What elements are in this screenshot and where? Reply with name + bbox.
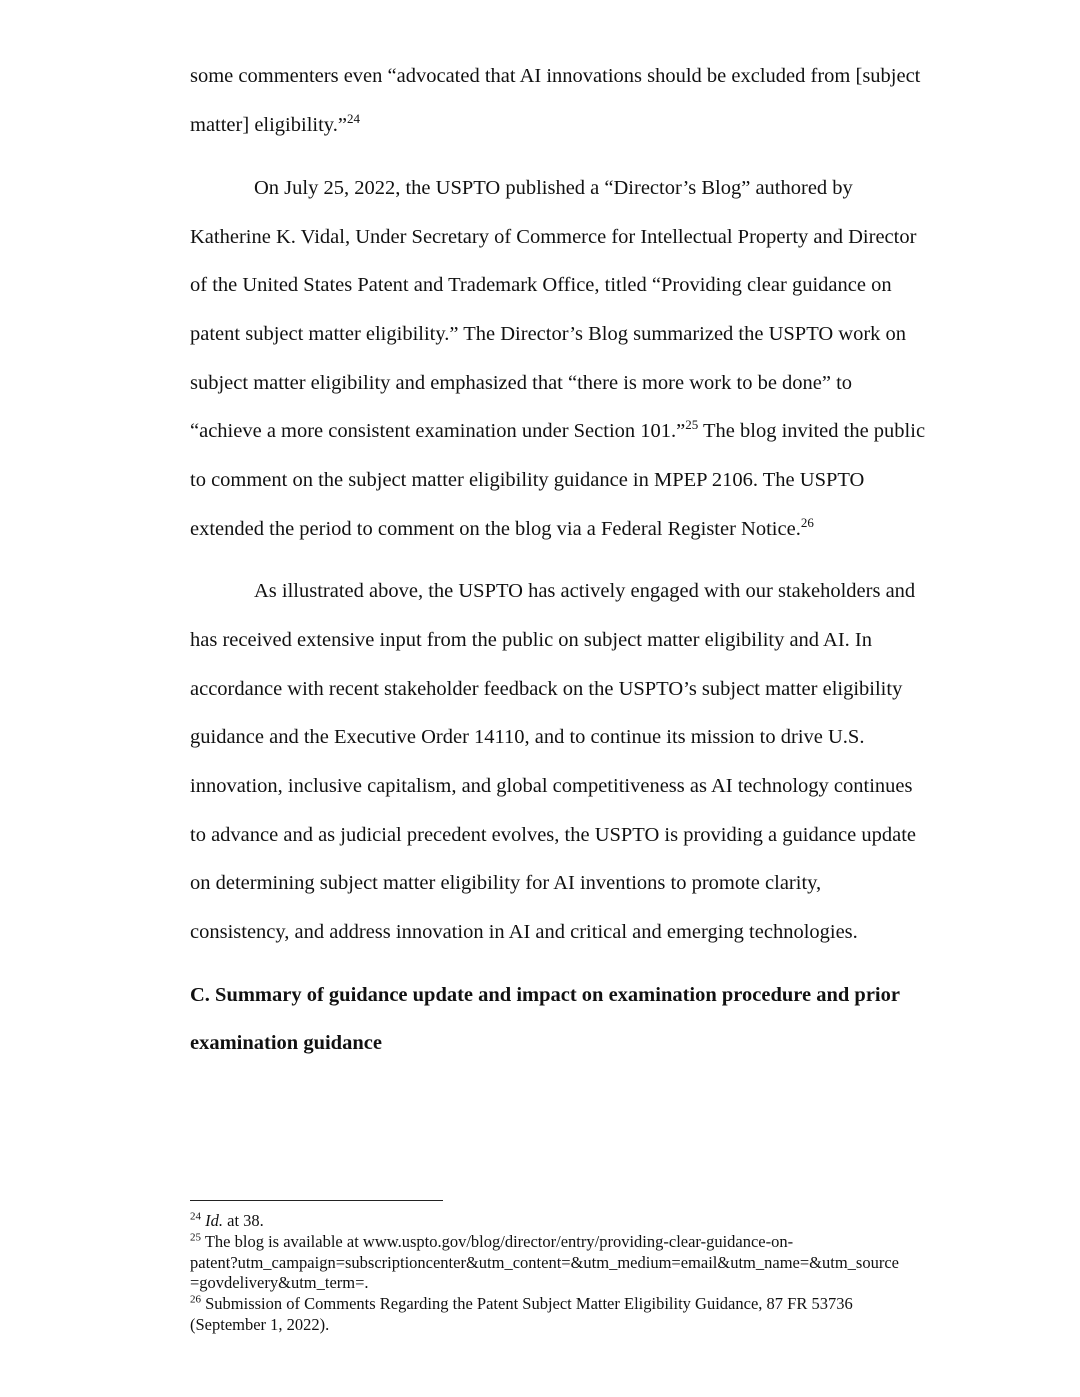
paragraph-3-line-3: accordance with recent stakeholder feedback on the USPTO’s subject matter eligibility — [190, 678, 903, 700]
paragraph-1-line-2 — [190, 113, 360, 137]
paragraph-3-line-8: consistency, and address innovation in AI and critical and emerging technologies. — [190, 921, 858, 943]
paragraph-2-line-1: On July 25, 2022, the USPTO published a “Director’s Blog” authored by — [254, 177, 853, 199]
paragraph-2-line-3: of the United States Patent and Trademark Office, titled “Providing clear guidance on — [190, 274, 892, 296]
footnote-divider — [190, 1200, 443, 1201]
footnote-25-number: 25 — [190, 1231, 201, 1244]
paragraph-1-line-2-text: matter] eligibility.” — [190, 114, 347, 136]
paragraph-1-line-1: some commenters even “advocated that AI innovations should be excluded from [subject — [190, 65, 921, 87]
footnote-26-number: 26 — [190, 1293, 201, 1306]
paragraph-2-line-4: patent subject matter eligibility.” The Director’s Blog summarized the USPTO work on — [190, 323, 907, 345]
paragraph-2-line-6-after: The blog invited the public — [698, 420, 926, 442]
paragraph-3-line-2: has received extensive input from the public on subject matter eligibility and AI. In — [190, 629, 873, 651]
footnote-25-line-3[interactable]: =govdelivery&utm_term=. — [190, 1273, 369, 1292]
section-heading-line-2: examination guidance — [190, 1032, 382, 1054]
paragraph-3-line-7: on determining subject matter eligibility for AI inventions to promote clarity, — [190, 872, 822, 894]
footnote-26-line-2: (September 1, 2022). — [190, 1315, 330, 1334]
paragraph-2-line-6 — [190, 419, 925, 443]
paragraph-2-line-8-text: extended the period to comment on the blog via a Federal Register Notice. — [190, 518, 801, 540]
paragraph-3-line-1: As illustrated above, the USPTO has actively engaged with our stakeholders and — [254, 580, 916, 602]
paragraph-2-line-5: subject matter eligibility and emphasized that “there is more work to be done” to — [190, 372, 853, 394]
footnote-24-italic: Id. — [205, 1211, 223, 1230]
footnote-24-number: 24 — [190, 1210, 201, 1223]
footnote-25-line-2[interactable]: patent?utm_campaign=subscriptioncenter&utm_content=&utm_medium=email&utm_name=&utm_source — [190, 1253, 899, 1272]
footnote-24 — [190, 1211, 264, 1231]
paragraph-3-line-4: guidance and the Executive Order 14110, and to continue its mission to drive U.S. — [190, 726, 865, 748]
footnote-25-text-1[interactable]: The blog is available at www.uspto.gov/blog/director/entry/providing-clear-guidance-on- — [201, 1232, 794, 1251]
paragraph-2-line-7: to comment on the subject matter eligibility guidance in MPEP 2106. The USPTO — [190, 469, 865, 491]
footnote-ref-25[interactable]: 25 — [685, 417, 699, 433]
footnote-26-text-1: Submission of Comments Regarding the Patent Subject Matter Eligibility Guidance, 87 FR 53736 — [201, 1294, 853, 1313]
paragraph-2-line-8 — [190, 517, 814, 541]
footnote-ref-26[interactable]: 26 — [800, 515, 814, 531]
paragraph-2-line-6-before: “achieve a more consistent examination under Section 101.” — [190, 420, 686, 442]
paragraph-2-line-2: Katherine K. Vidal, Under Secretary of Commerce for Intellectual Property and Director — [190, 226, 917, 248]
footnote-ref-24[interactable]: 24 — [346, 111, 360, 127]
section-heading-line-1: C. Summary of guidance update and impact on examination procedure and prior — [190, 984, 900, 1006]
paragraph-3-line-5: innovation, inclusive capitalism, and global competitiveness as AI technology continues — [190, 775, 913, 797]
footnote-24-text: at 38. — [223, 1211, 264, 1230]
footnote-25-line-1 — [190, 1232, 793, 1252]
paragraph-3-line-6: to advance and as judicial precedent evolves, the USPTO is providing a guidance update — [190, 824, 917, 846]
footnote-26-line-1 — [190, 1294, 853, 1314]
